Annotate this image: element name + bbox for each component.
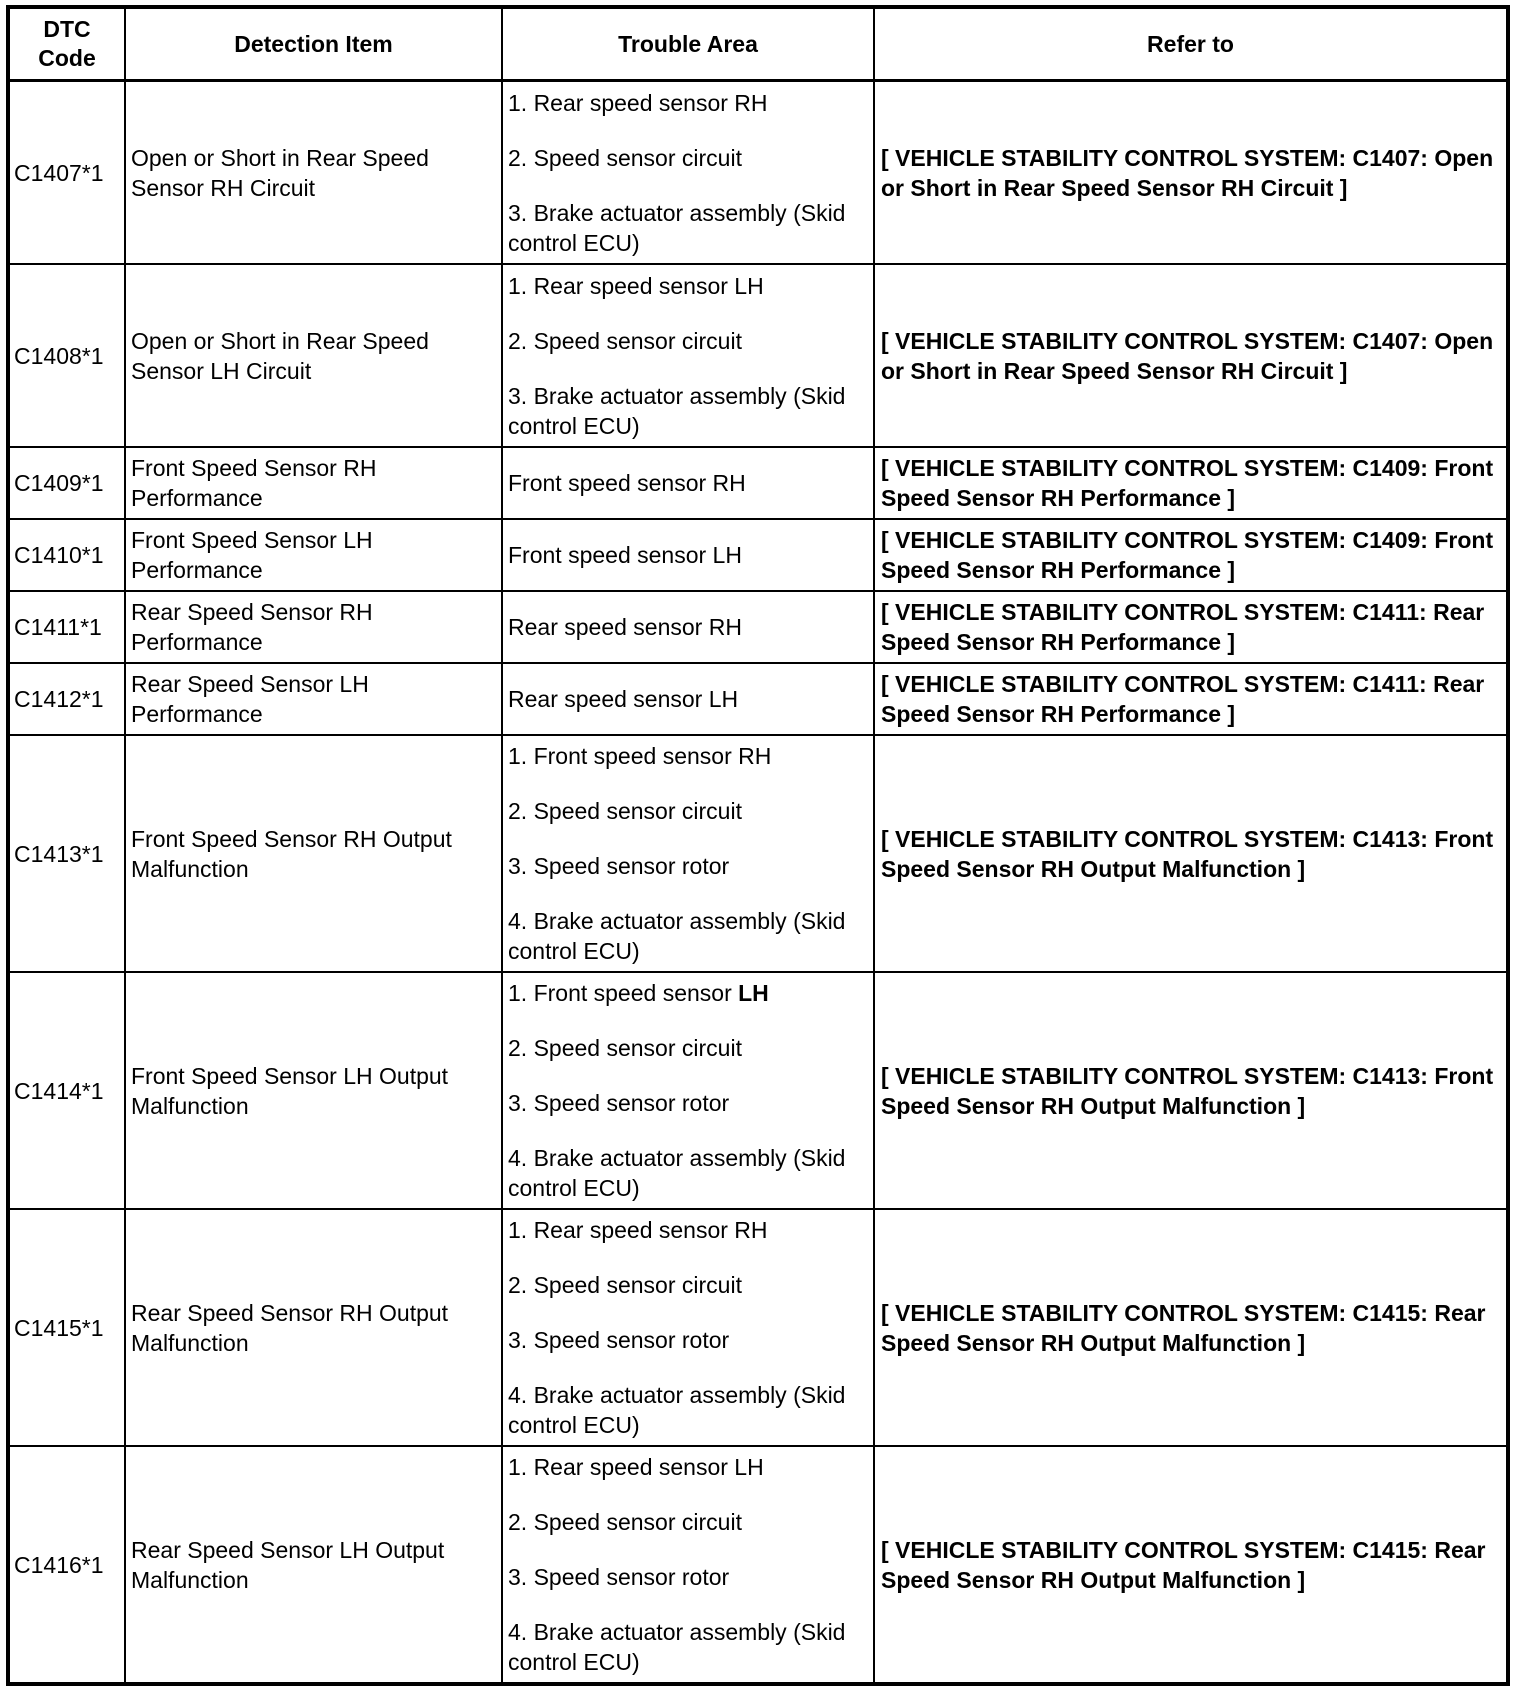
dtc-code-cell: C1413*1 (8, 735, 125, 972)
trouble-area-item: 2. Speed sensor circuit (508, 1508, 742, 1535)
header-dtc-code-line2: Code (38, 45, 96, 71)
refer-to-link[interactable]: [ VEHICLE STABILITY CONTROL SYSTEM: C1407: Open or Short in Rear Speed Sensor RH Circuit ] (874, 81, 1508, 265)
trouble-area-cell: Front speed sensor LH (502, 519, 874, 591)
table-row (8, 735, 1508, 972)
table-row (8, 447, 1508, 519)
trouble-area-item: 4. Brake actuator assembly (Skid control ECU) (508, 1145, 846, 1202)
trouble-area-item: 3. Speed sensor rotor (508, 1327, 730, 1354)
trouble-area-cell (502, 1446, 874, 1684)
trouble-area-item-text: 1. Front speed sensor (508, 979, 739, 1006)
header-refer-to: Refer to (874, 7, 1508, 81)
dtc-code-cell: C1409*1 (8, 447, 125, 519)
refer-to-link[interactable]: [ VEHICLE STABILITY CONTROL SYSTEM: C1409: Front Speed Sensor RH Performance ] (874, 447, 1508, 519)
refer-to-link[interactable]: [ VEHICLE STABILITY CONTROL SYSTEM: C1407: Open or Short in Rear Speed Sensor RH Circuit ] (874, 264, 1508, 447)
header-dtc-code-line1: DTC (43, 16, 91, 42)
table-row (8, 972, 1508, 1209)
trouble-area-item: 2. Speed sensor circuit (508, 1034, 742, 1061)
trouble-area-item: 3. Speed sensor rotor (508, 1564, 730, 1591)
detection-item-cell: Front Speed Sensor RH Output Malfunction (125, 735, 502, 972)
table-header (8, 7, 1508, 81)
trouble-area-cell (502, 972, 874, 1209)
trouble-area-item (508, 978, 869, 1008)
trouble-area-cell: Rear speed sensor RH (502, 591, 874, 663)
table-row (8, 1209, 1508, 1446)
refer-to-link[interactable]: [ VEHICLE STABILITY CONTROL SYSTEM: C1409: Front Speed Sensor RH Performance ] (874, 519, 1508, 591)
trouble-area-item: 1. Rear speed sensor LH (508, 272, 764, 299)
trouble-area-item: 2. Speed sensor circuit (508, 327, 742, 354)
trouble-area-item: 3. Speed sensor rotor (508, 1090, 730, 1117)
refer-to-link[interactable]: [ VEHICLE STABILITY CONTROL SYSTEM: C1415: Rear Speed Sensor RH Output Malfunction ] (874, 1446, 1508, 1684)
refer-to-link[interactable]: [ VEHICLE STABILITY CONTROL SYSTEM: C1411: Rear Speed Sensor RH Performance ] (874, 591, 1508, 663)
table-row (8, 663, 1508, 735)
dtc-code-cell: C1408*1 (8, 264, 125, 447)
trouble-area-item: 1. Rear speed sensor RH (508, 89, 768, 116)
detection-item-cell: Open or Short in Rear Speed Sensor RH Circuit (125, 81, 502, 265)
table-row (8, 264, 1508, 447)
detection-item-cell: Rear Speed Sensor LH Output Malfunction (125, 1446, 502, 1684)
trouble-area-item: 1. Rear speed sensor RH (508, 1216, 768, 1243)
table-row (8, 591, 1508, 663)
trouble-area-item: 3. Brake actuator assembly (Skid control ECU) (508, 199, 846, 256)
detection-item-cell: Open or Short in Rear Speed Sensor LH Circuit (125, 264, 502, 447)
detection-item-cell: Front Speed Sensor RH Performance (125, 447, 502, 519)
trouble-area-item: 4. Brake actuator assembly (Skid control ECU) (508, 1619, 846, 1676)
trouble-area-item: 2. Speed sensor circuit (508, 144, 742, 171)
detection-item-cell: Front Speed Sensor LH Output Malfunction (125, 972, 502, 1209)
table-row (8, 81, 1508, 265)
trouble-area-item: 3. Speed sensor rotor (508, 853, 730, 880)
table-row (8, 519, 1508, 591)
trouble-area-cell: Rear speed sensor LH (502, 663, 874, 735)
dtc-code-cell: C1412*1 (8, 663, 125, 735)
trouble-area-item: 4. Brake actuator assembly (Skid control ECU) (508, 1382, 846, 1439)
table-body (8, 81, 1508, 1685)
trouble-area-item: 3. Brake actuator assembly (Skid control ECU) (508, 382, 846, 439)
trouble-area-cell (502, 264, 874, 447)
trouble-area-cell (502, 735, 874, 972)
trouble-area-item: 1. Rear speed sensor LH (508, 1453, 764, 1480)
refer-to-link[interactable]: [ VEHICLE STABILITY CONTROL SYSTEM: C1415: Rear Speed Sensor RH Output Malfunction ] (874, 1209, 1508, 1446)
refer-to-link[interactable]: [ VEHICLE STABILITY CONTROL SYSTEM: C1413: Front Speed Sensor RH Output Malfunction ] (874, 972, 1508, 1209)
header-detection-item: Detection Item (125, 7, 502, 81)
trouble-area-item: 4. Brake actuator assembly (Skid control ECU) (508, 908, 846, 965)
trouble-area-cell (502, 1209, 874, 1446)
trouble-area-item: 2. Speed sensor circuit (508, 797, 742, 824)
header-dtc-code (8, 7, 125, 81)
dtc-code-cell: C1410*1 (8, 519, 125, 591)
detection-item-cell: Rear Speed Sensor RH Performance (125, 591, 502, 663)
detection-item-cell: Front Speed Sensor LH Performance (125, 519, 502, 591)
dtc-code-cell: C1411*1 (8, 591, 125, 663)
trouble-area-cell (502, 81, 874, 265)
dtc-code-cell: C1416*1 (8, 1446, 125, 1684)
trouble-area-item: 2. Speed sensor circuit (508, 1271, 742, 1298)
trouble-area-cell: Front speed sensor RH (502, 447, 874, 519)
dtc-code-cell: C1414*1 (8, 972, 125, 1209)
detection-item-cell: Rear Speed Sensor LH Performance (125, 663, 502, 735)
dtc-table (6, 5, 1510, 1686)
header-trouble-area: Trouble Area (502, 7, 874, 81)
table-row (8, 1446, 1508, 1684)
trouble-area-item: 1. Front speed sensor RH (508, 742, 772, 769)
dtc-code-cell: C1415*1 (8, 1209, 125, 1446)
trouble-area-item-emphasis: LH (738, 979, 769, 1006)
detection-item-cell: Rear Speed Sensor RH Output Malfunction (125, 1209, 502, 1446)
refer-to-link[interactable]: [ VEHICLE STABILITY CONTROL SYSTEM: C1413: Front Speed Sensor RH Output Malfunction ] (874, 735, 1508, 972)
dtc-code-cell: C1407*1 (8, 81, 125, 265)
refer-to-link[interactable]: [ VEHICLE STABILITY CONTROL SYSTEM: C1411: Rear Speed Sensor RH Performance ] (874, 663, 1508, 735)
